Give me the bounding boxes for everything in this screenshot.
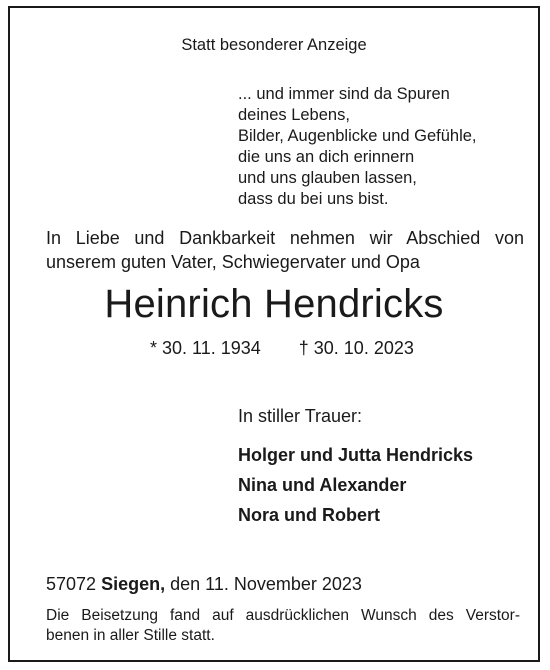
family-member: Holger und Jutta Hendricks [238,445,474,465]
burial-note [46,606,520,646]
poem-line: und uns glauben lassen, [238,169,417,187]
intro-text [46,226,524,274]
family-member: Nina und Alexander [238,475,407,495]
postal-code: 57072 [46,574,97,594]
place-date-line [46,574,362,595]
birth-date: * 30. 11. 1934 [150,338,261,358]
notice-date: den 11. November 2023 [170,574,362,594]
mourning-label: In stiller Trauer: [238,406,363,426]
deceased-name: Heinrich Hendricks [104,282,444,326]
notice-frame [8,6,540,662]
life-dates [150,338,414,359]
poem-line: die uns an dich erinnern [238,148,415,166]
poem-line: ... und immer sind da Spuren [238,85,450,103]
poem-line: deines Lebens, [238,106,350,124]
death-date: † 30. 10. 2023 [298,338,414,358]
city: Siegen, [101,574,166,594]
family-list [238,440,473,530]
notice-header: Statt besonderer Anzeige [181,36,367,54]
poem-line: Bilder, Augenblicke und Gefühle, [238,127,477,145]
note-line: Die Beisetzung fand auf ausdrücklichen Wunsch des Verstor- [46,607,520,624]
intro-line: unserem guten Vater, Schwiegervater und Opa [46,252,420,272]
note-line: benen in aller Stille statt. [46,627,215,644]
intro-line: In Liebe und Dankbarkeit nehmen wir Abschied von [46,228,524,248]
poem [238,84,477,210]
poem-line: dass du bei uns bist. [238,190,389,208]
family-member: Nora und Robert [238,505,380,525]
